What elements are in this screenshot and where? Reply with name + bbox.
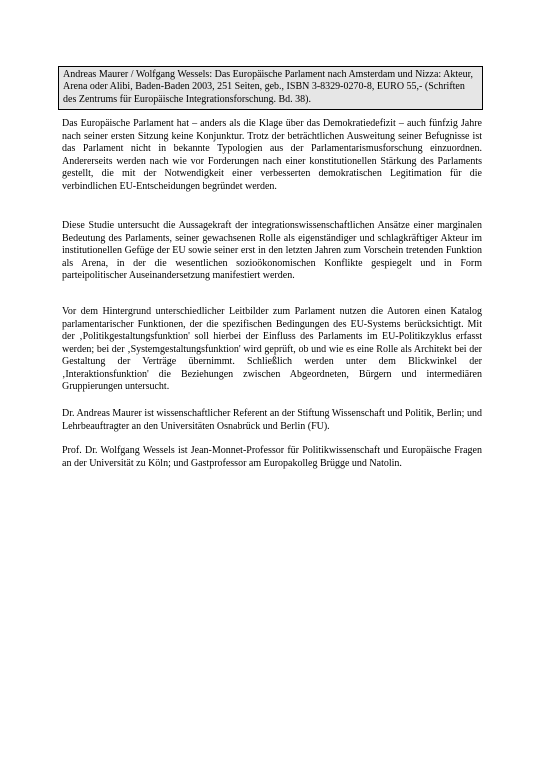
paragraph-study: Diese Studie untersucht die Aussagekraft der integrationswissenschaftlichen Ansätze einer marginalen Bedeutung des Parlaments, seiner gewachsenen Rolle als eigenständiger und schlagkräftiger Akteur im institutionellen Gefüge der EU sowie seiner erst in den letzten Jahren zum Vorschein tretenden Funktion als Arena, in der die wesentlichen sozioökonomischen Konflikte gespiegelt und in Form parteipolitischer Auseinandersetzung manifestiert werden. — [62, 220, 482, 281]
paragraph-author-maurer: Dr. Andreas Maurer ist wissenschaftlicher Referent an der Stiftung Wissenschaft und Politik, Berlin; und Lehrbeauftragter an den Universitäten Osnabrück und Berlin (FU). — [62, 408, 482, 432]
citation-box: Andreas Maurer / Wolfgang Wessels: Das Europäische Parlament nach Amsterdam und Nizza: Akteur, Arena oder Alibi, Baden-Baden 2003, 251 Seiten, geb., ISBN 3-8329-0270-8, EURO 55,- (Schriften des Zentrums für Europäische Integrationsforschung. Bd. 38). — [58, 66, 483, 110]
paragraph-author-wessels: Prof. Dr. Wolfgang Wessels ist Jean-Monnet-Professor für Politikwissenschaft und Europäische Fragen an der Universität zu Köln; und Gastprofessor am Europakolleg Brügge und Natolin. — [62, 445, 482, 469]
paragraph-functions: Vor dem Hintergrund unterschiedlicher Leitbilder zum Parlament nutzen die Autoren einen Katalog parlamentarischer Funktionen, der die spezifischen Bedingungen des EU-Systems berücksichtigt. Mit der ‚Politikgestaltungsfunktion' soll hierbei der Einfluss des Parlaments im EU-Politikzyklus erfasst werden; bei der ‚Systemgestaltungsfunktion' wird geprüft, ob und wie es eine Rolle als Architekt bei der Gestaltung der Verträge übernimmt. Schließlich werden unter dem Blickwinkel der ‚Interaktionsfunktion' die Beziehungen zwischen Abgeordneten, Bürgern und intermediären Gruppierungen untersucht. — [62, 306, 482, 392]
paragraph-introduction: Das Europäische Parlament hat – anders als die Klage über das Demokratiedefizit – auch fünfzig Jahre nach seiner ersten Sitzung keine Konjunktur. Trotz der beträchtlichen Ausweitung seiner Befugnisse ist das Parlament nicht in bekannte Typologien aus der Parlamentarismusforschung einzuordnen. Andererseits werden nach wie vor Forderungen nach einer konstitutionellen Stärkung des Parlaments gestellt, die mit der Notwendigkeit einer verbesserten demokratischen Legitimation für die verbindlichen EU-Entscheidungen begründet werden. — [62, 118, 482, 192]
